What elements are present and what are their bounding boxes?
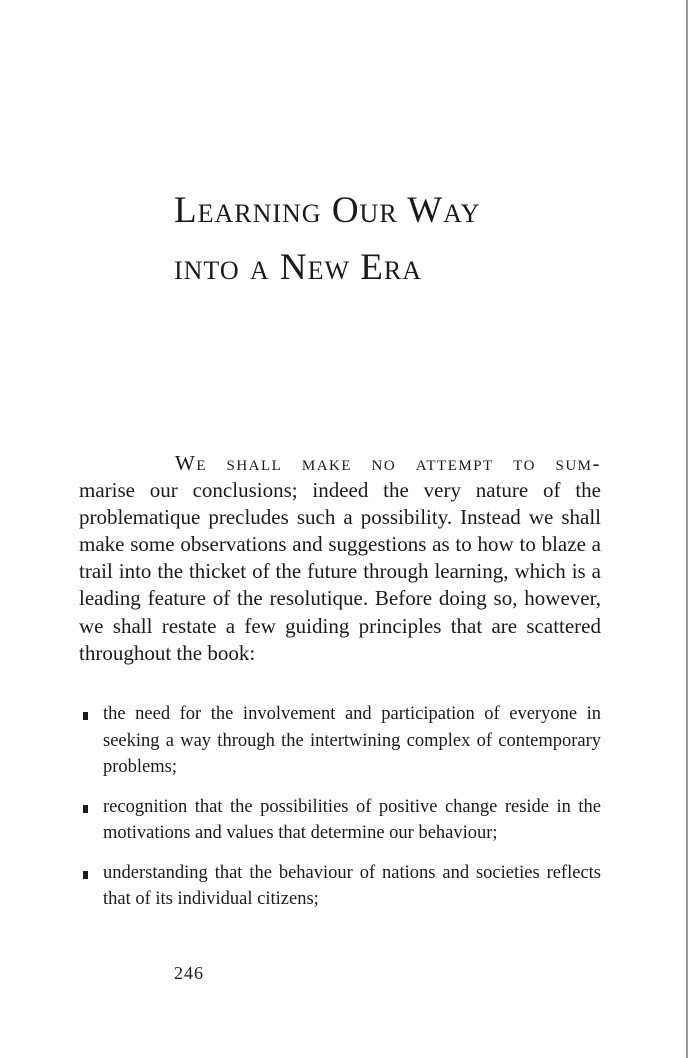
body-text	[79, 450, 601, 667]
chapter-title-line-1: Learning Our Way	[174, 190, 481, 231]
list-item-text: the need for the involvement and participation of everyone in seeking a way through the intertwining complex of contemporary problems;	[103, 704, 601, 777]
guiding-principles-list	[79, 701, 601, 926]
bullet-icon	[83, 805, 88, 813]
list-item	[79, 794, 601, 847]
bullet-icon	[83, 871, 88, 879]
list-item	[79, 860, 601, 913]
page-number: 246	[174, 963, 204, 983]
list-item-text: recognition that the possibilities of positive change reside in the motivations and values that determine our behaviour;	[103, 796, 601, 843]
bullet-icon	[83, 712, 88, 720]
chapter-title-line-2: into a New Era	[174, 247, 423, 288]
intro-paragraph: marise our conclusions; indeed the very nature of the problematique precludes such a possibility. Instead we shall make some observations and suggestions as to how to blaze a trail into the thicket of the future through learning, which is a leading feature of the resolutique. Before doing so, however, we shall restate a few guiding principles that are scattered throughout the book:	[79, 478, 601, 665]
chapter-title	[174, 182, 480, 296]
lead-in-text: We shall make no attempt to sum-	[175, 451, 601, 475]
list-item-text: understanding that the behaviour of nations and societies reflects that of its individual citizens;	[103, 862, 601, 909]
list-item	[79, 701, 601, 781]
